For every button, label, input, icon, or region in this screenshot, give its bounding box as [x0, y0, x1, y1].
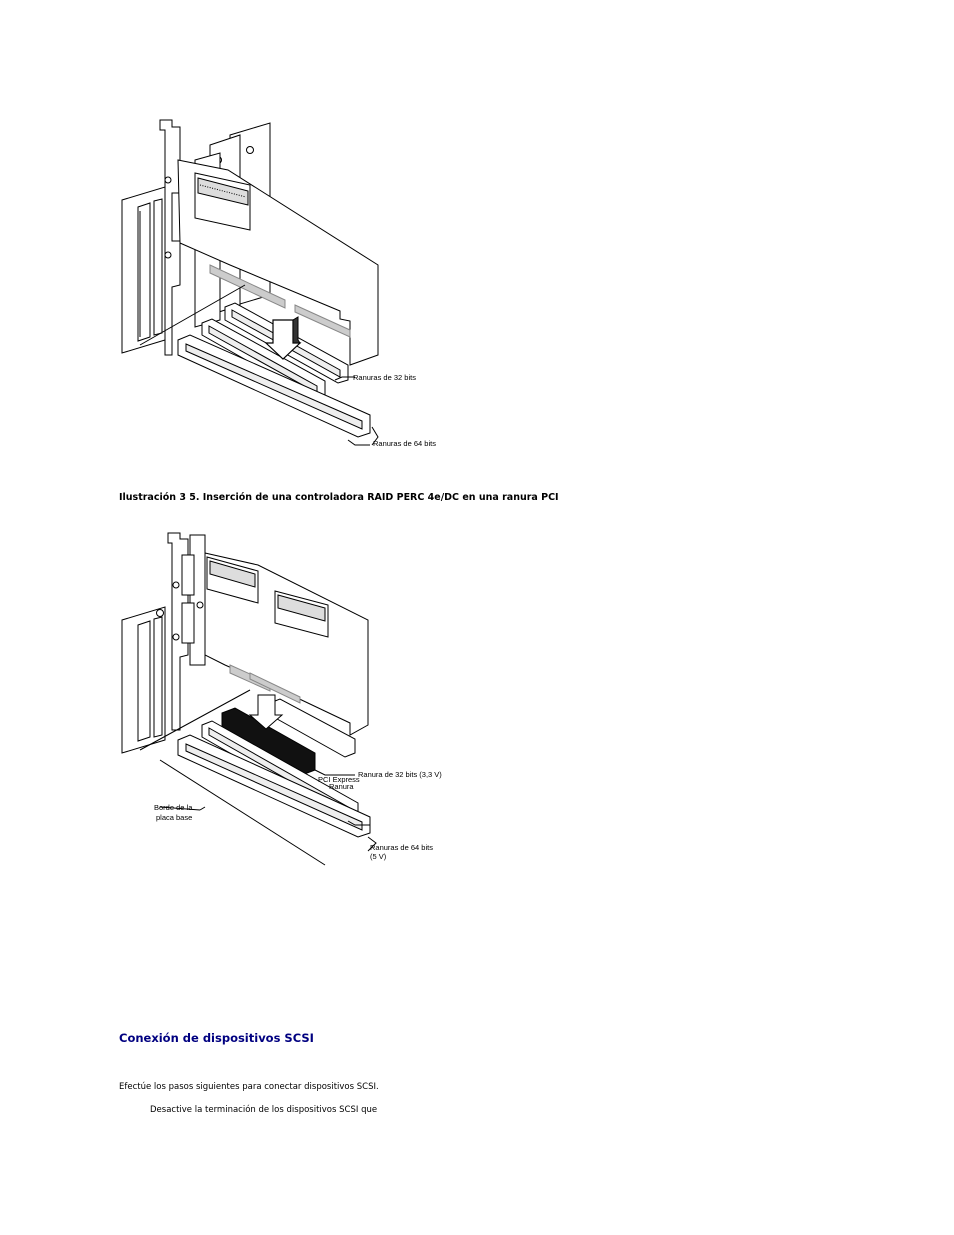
figure-caption: Ilustración 3 5. Inserción de una controladora RAID PERC 4e/DC en una ranura PCI — [119, 492, 559, 503]
label-slots-64: Ranuras de 64 bits — [373, 439, 436, 448]
figure-2-drawing — [110, 525, 460, 870]
label-pci-express-slot: Ranura — [329, 782, 354, 791]
label-slots-32: Ranuras de 32 bits — [353, 373, 416, 382]
label-5v: (5 V) — [370, 852, 387, 861]
label-slots-64-5v: Ranuras de 64 bits — [370, 843, 433, 852]
step-1: Desactive la terminación de los dispositivos SCSI que — [150, 1105, 378, 1115]
figure-pci-express-insertion — [110, 525, 460, 870]
label-board-edge: Borde de la — [154, 803, 193, 812]
figure-1-drawing — [110, 115, 460, 460]
intro-paragraph: Efectúe los pasos siguientes para conectar dispositivos SCSI. — [119, 1082, 379, 1092]
label-slot-32-3v: Ranura de 32 bits (3,3 V) — [358, 770, 442, 779]
label-board-edge-2: placa base — [156, 813, 193, 822]
figure-pci-32bit-insertion — [110, 115, 460, 460]
section-heading: Conexión de dispositivos SCSI — [119, 1031, 314, 1045]
label-pci-express: PCI Express — [318, 775, 360, 784]
